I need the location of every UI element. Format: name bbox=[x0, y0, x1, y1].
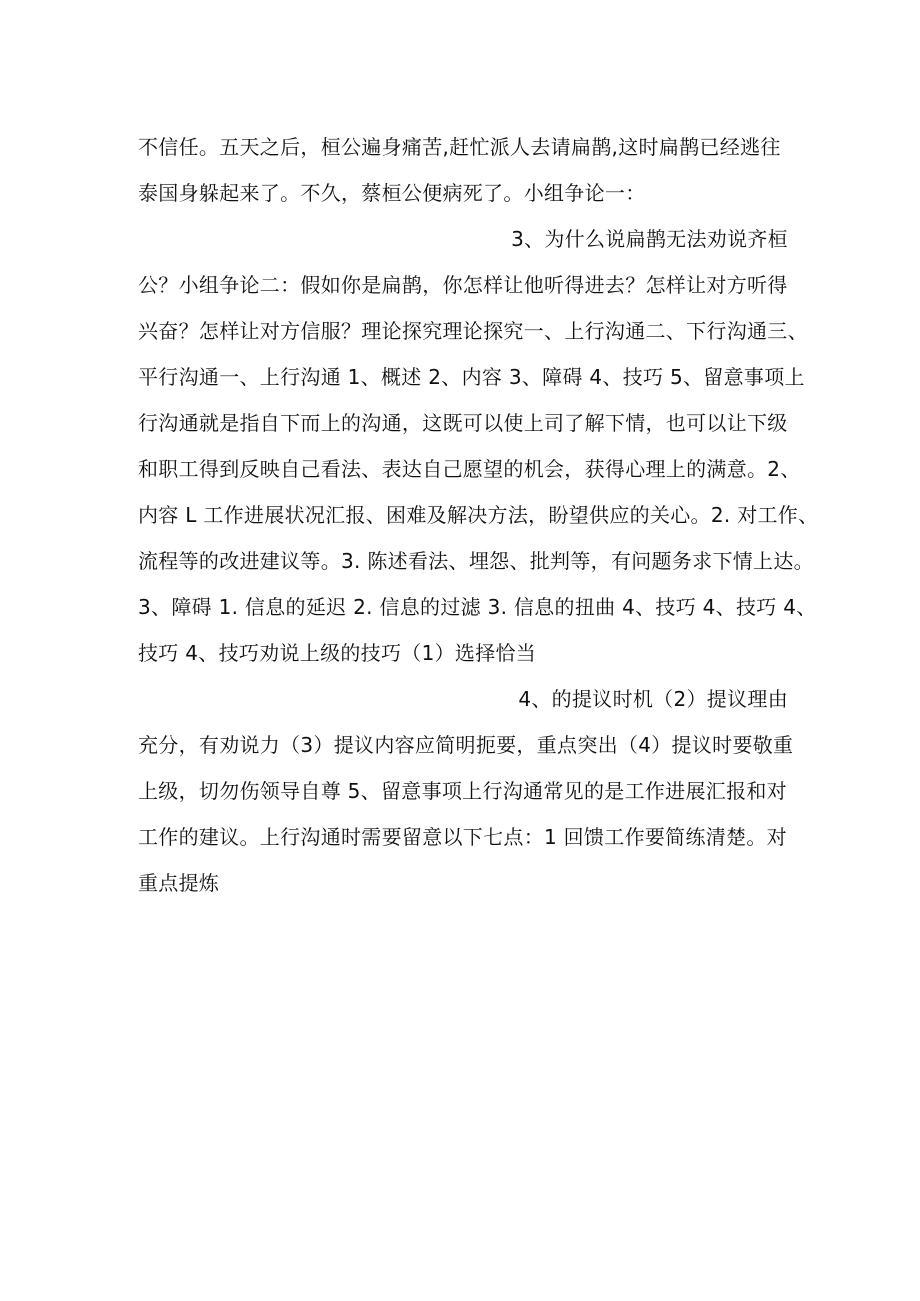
text-line: 内容 L 工作进展状况汇报、困难及解决方法，盼望供应的关心。2. 对工作、 bbox=[138, 503, 819, 527]
text-line: 平行沟通一、上行沟通 1、概述 2、内容 3、障碍 4、技巧 5、留意事项上 bbox=[138, 365, 805, 389]
text-line: 不信任。五天之后，桓公遍身痛苦,赶忙派人去请扁鹊,这时扁鹊已经逃往 bbox=[138, 135, 781, 159]
text-line: 3、为什么说扁鹊无法劝说齐桓 bbox=[511, 227, 788, 251]
text-line: 3、障碍 1. 信息的延迟 2. 信息的过滤 3. 信息的扭曲 4、技巧 4、技巧 4、 bbox=[138, 595, 817, 619]
text-line: 上级，切勿伤领导自尊 5、留意事项上行沟通常见的是工作进展汇报和对 bbox=[138, 779, 787, 803]
text-line: 工作的建议。上行沟通时需要留意以下七点：1 回馈工作要简练清楚。对 bbox=[138, 825, 787, 849]
text-line: 泰国身躲起来了。不久，蔡桓公便病死了。小组争论一： bbox=[138, 181, 646, 205]
text-line: 充分，有劝说力（3）提议内容应简明扼要，重点突出（4）提议时要敬重 bbox=[138, 733, 794, 757]
text-line: 和职工得到反映自己看法、表达自己愿望的机会，获得心理上的满意。2、 bbox=[138, 457, 801, 481]
text-line: 行沟通就是指自下而上的沟通，这既可以使上司了解下情，也可以让下级 bbox=[138, 411, 788, 435]
text-line: 公？小组争论二：假如你是扁鹊，你怎样让他听得进去？怎样让对方听得 bbox=[138, 273, 788, 297]
body-text bbox=[138, 124, 819, 906]
text-line: 兴奋？怎样让对方信服？理论探究理论探究一、上行沟通二、下行沟通三、 bbox=[138, 319, 808, 343]
text-line: 技巧 4、技巧劝说上级的技巧（1）选择恰当 bbox=[138, 641, 537, 665]
text-line: 重点提炼 bbox=[138, 871, 220, 895]
text-line: 流程等的改进建议等。3. 陈述看法、埋怨、批判等，有问题务求下情上达。 bbox=[138, 549, 814, 573]
text-line: 4、的提议时机（2）提议理由 bbox=[518, 687, 788, 711]
